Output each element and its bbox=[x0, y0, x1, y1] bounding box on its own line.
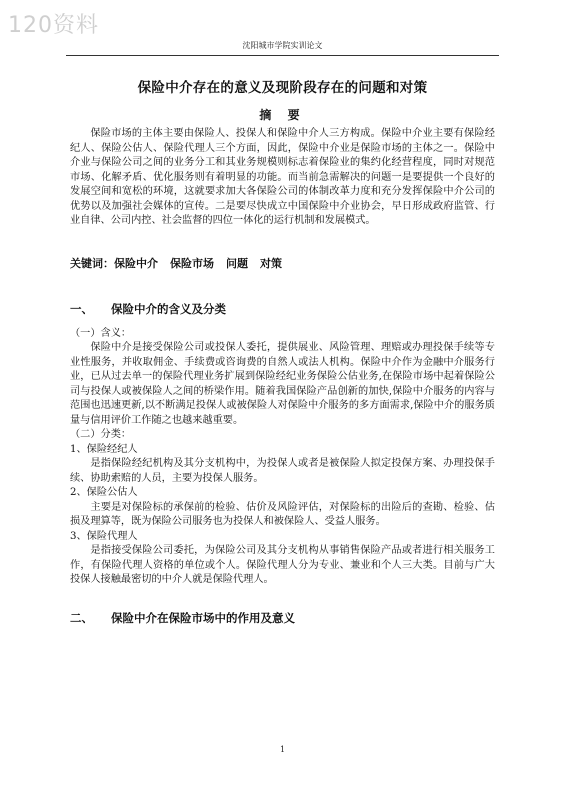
keywords-line bbox=[70, 255, 495, 271]
classification-item-label: 2、保险公估人 bbox=[70, 487, 138, 498]
classification-item-text: 是指接受保险公司委托，为保险公司及其分支机构从事销售保险产品或者进行相关服务工作，有保险代理人资格的单位或个人。保险代理人分为专业、兼业和个人三大类。目前与广大投保人接触最密切的中介人就是保险代理人。 bbox=[70, 545, 495, 585]
subsection-meaning-text: 保险中介是接受保险公司或投保人委托，提供展业、风险管理、理赔或办理投保手续等专业性服务，并收取佣金、手续费或咨询费的自然人或法人机构。保险中介作为金融中介服务行业，已从过去单一的保险代理业务扩展到保险经纪业务保险公估业务,在保险市场中起着保险公司与投保人或被保险人之间的桥梁作用。随着我国保险产品创新的加快,保险中介服务的内容与范围也迅速更新,以不断满足投保人或被保险人对保险中介服务的多方面需求,保险中介的服务质量与信用评价工作随之也越来越重要。 bbox=[70, 342, 495, 426]
abstract-text: 保险市场的主体主要由保险人、投保人和保险中介人三方构成。保险中介业主要有保险经纪人、保险公估人、保险代理人三个方面，因此，保险中介业是保险市场的主体之一。保险中介业与保险公司之间的业务分工和其业务规模则标志着保险业的集约化经营程度，同时对规范市场、化解矛盾、优化服务则有着明显的功能。而当前急需解决的问题一是要提供一个良好的发展空间和宽松的环境，这就要求加大各保险公司的体制改革力度和充分发挥保险中介公司的优势以及加强社会媒体的宣传。二是要尽快成立中国保险中介业协会，早日形成政府监管、行业自律、公司内控、社会监督的四位一体化的运行机制和发展模式。 bbox=[70, 128, 495, 226]
page-header: 沈阳城市学院实训论文 bbox=[242, 41, 323, 50]
section-2-heading bbox=[70, 610, 495, 626]
page-number: 1 bbox=[279, 745, 286, 754]
header-divider bbox=[66, 55, 499, 56]
abstract-heading: 摘 要 bbox=[259, 108, 306, 122]
watermark-logo: 120资料 bbox=[8, 13, 99, 38]
keyword-item: 保险中介 bbox=[114, 256, 158, 270]
keywords-label: 关键词： bbox=[70, 256, 114, 270]
keyword-item: 对策 bbox=[260, 256, 282, 270]
subsection-meaning-label: （一）含义： bbox=[70, 327, 132, 339]
section-2-title: 保险中介在保险市场中的作用及意义 bbox=[111, 610, 295, 625]
section-2-number: 二、 bbox=[70, 610, 93, 625]
page-content bbox=[70, 76, 495, 636]
section-1-number: 一、 bbox=[70, 301, 93, 316]
subsection-classification-label: （二）分类： bbox=[70, 429, 132, 440]
classification-item-text: 主要是对保险标的承保前的检验、估价及风险评估，对保险标的出险后的查勘、检验、估损及理算等，既为保险公司服务也为投保人和被保险人、受益人服务。 bbox=[70, 501, 495, 527]
paper-title: 保险中介存在的意义及现阶段存在的问题和对策 bbox=[137, 80, 428, 96]
keyword-item: 保险市场 bbox=[170, 256, 214, 270]
keyword-item: 问题 bbox=[226, 256, 248, 270]
classification-item-text: 是指保险经纪机构及其分支机构中，为投保人或者是被保险人拟定投保方案、办理投保手续、协助索赔的人员，主要为投保人服务。 bbox=[70, 458, 495, 484]
section-1-title: 保险中介的含义及分类 bbox=[111, 301, 226, 316]
section-1-heading bbox=[70, 301, 495, 317]
classification-item-label: 3、保险代理人 bbox=[70, 530, 138, 542]
classification-item-label: 1、保险经纪人 bbox=[70, 443, 138, 455]
